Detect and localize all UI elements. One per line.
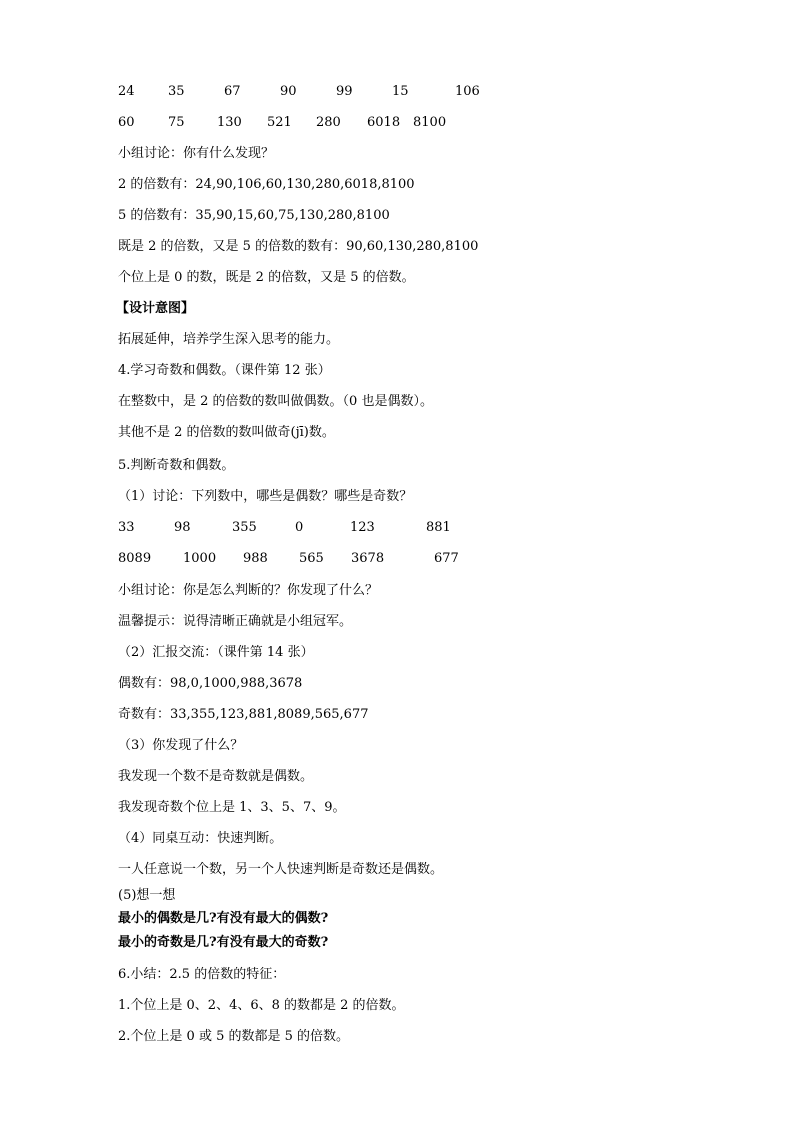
number-cell: 60: [118, 115, 135, 130]
number-cell: 280: [316, 115, 341, 130]
number-cell: 8089: [118, 551, 152, 566]
number-cell: 130: [217, 115, 242, 130]
number-cell: 6018: [367, 115, 401, 130]
paragraph: 5.判断奇数和偶数。: [118, 458, 235, 473]
paragraph: 在整数中，是 2 的倍数的数叫做偶数。（0 也是偶数）。: [118, 394, 433, 409]
number-cell: 988: [243, 551, 268, 566]
paragraph: （1）讨论：下列数中，哪些是偶数？哪些是奇数？: [118, 489, 413, 504]
paragraph: 我发现一个数不是奇数就是偶数。: [118, 769, 314, 784]
number-cell: 521: [267, 115, 292, 130]
number-cell: 8100: [413, 115, 447, 130]
number-cell: 24: [118, 84, 135, 99]
number-row-3: [0, 520, 794, 536]
number-cell: 123: [350, 520, 375, 535]
paragraph: （2）汇报交流：（课件第 14 张）: [118, 645, 314, 660]
number-cell: 565: [299, 551, 324, 566]
paragraph: 偶数有：98,0,1000,988,3678: [118, 676, 303, 691]
question-odd: 最小的奇数是几?有没有最大的奇数?: [118, 935, 329, 950]
number-cell: 355: [232, 520, 257, 535]
paragraph: 2 的倍数有：24,90,106,60,130,280,6018,8100: [118, 177, 415, 192]
paragraph: 奇数有：33,355,123,881,8089,565,677: [118, 707, 369, 722]
paragraph: 小组讨论：你有什么发现？: [118, 146, 275, 161]
number-cell: 3678: [351, 551, 385, 566]
paragraph: 2.个位上是 0 或 5 的数都是 5 的倍数。: [118, 1029, 350, 1044]
number-row-2: [0, 115, 794, 131]
paragraph: 6.小结：2.5 的倍数的特征：: [118, 967, 286, 982]
question-even: 最小的偶数是几?有没有最大的偶数?: [118, 911, 329, 926]
number-cell: 99: [336, 84, 353, 99]
number-cell: 75: [168, 115, 185, 130]
paragraph: 5 的倍数有：35,90,15,60,75,130,280,8100: [118, 208, 390, 223]
paragraph: 我发现奇数个位上是 1、3、5、7、9。: [118, 800, 346, 815]
paragraph: 既是 2 的倍数，又是 5 的倍数的数有：90,60,130,280,8100: [118, 239, 479, 254]
paragraph: （3）你发现了什么？: [118, 738, 244, 753]
paragraph: 其他不是 2 的倍数的数叫做奇(jī)数。: [118, 425, 335, 440]
paragraph: 小组讨论：你是怎么判断的？你发现了什么？: [118, 583, 379, 598]
paragraph: (5)想一想: [118, 888, 176, 903]
number-cell: 15: [392, 84, 409, 99]
number-cell: 90: [280, 84, 297, 99]
paragraph: 4.学习奇数和偶数。（课件第 12 张）: [118, 363, 331, 378]
number-cell: 106: [455, 84, 480, 99]
paragraph: 温馨提示：说得清晰正确就是小组冠军。: [118, 614, 353, 629]
number-cell: 881: [426, 520, 451, 535]
number-cell: 1000: [183, 551, 217, 566]
number-cell: 98: [174, 520, 191, 535]
paragraph: 一人任意说一个数，另一个人快速判断是奇数还是偶数。: [118, 862, 444, 877]
paragraph: （4）同桌互动：快速判断。: [118, 831, 283, 846]
section-heading: 【设计意图】: [116, 301, 195, 316]
number-cell: 35: [168, 84, 185, 99]
number-cell: 677: [434, 551, 459, 566]
paragraph: 个位上是 0 的数，既是 2 的倍数，又是 5 的倍数。: [118, 270, 415, 285]
number-cell: 67: [224, 84, 241, 99]
paragraph: 拓展延伸，培养学生深入思考的能力。: [118, 332, 340, 347]
number-row-1: [0, 84, 794, 100]
number-cell: 33: [118, 520, 135, 535]
number-row-4: [0, 551, 794, 567]
paragraph: 1.个位上是 0、2、4、6、8 的数都是 2 的倍数。: [118, 998, 405, 1013]
number-cell: 0: [295, 520, 304, 535]
